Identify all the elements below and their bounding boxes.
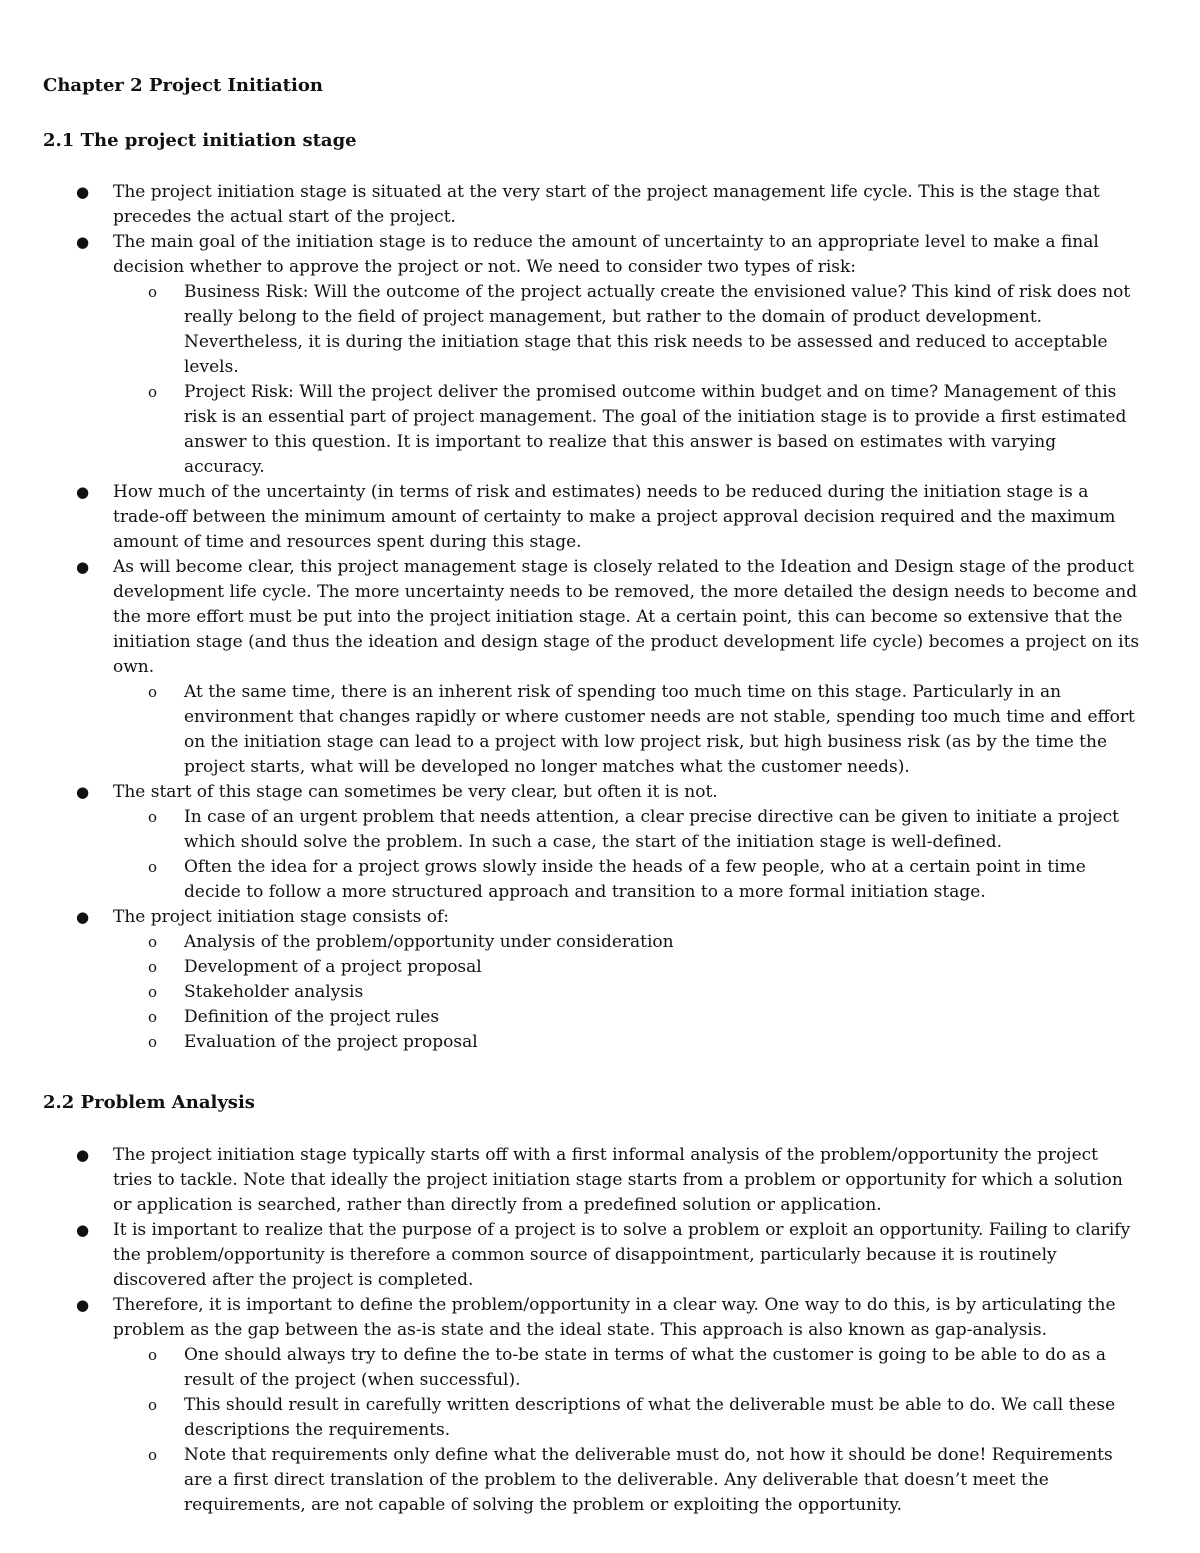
bullet-dot-icon: ● xyxy=(76,233,90,251)
hollow-circle-bullet-icon: o xyxy=(148,1033,158,1051)
bullet-item: ● The project initiation stage is situated at the very start of the project management life cycle. This is the stage that precedes the actual start of the project. xyxy=(76,182,1100,227)
bullet-dot-icon: ● xyxy=(76,1221,90,1239)
hollow-circle-bullet-icon: o xyxy=(148,683,158,701)
hollow-circle-bullet-icon: o xyxy=(148,283,158,301)
hollow-circle-bullet-icon: o xyxy=(148,383,158,401)
bullet-item: ● The main goal of the initiation stage is to reduce the amount of uncertainty to an appropriate level to make a final decision whether to approve the project or not. We need to consider two types of risk: xyxy=(76,232,1099,277)
hollow-circle-bullet-icon: o xyxy=(148,933,158,951)
bullet-item: ● The project initiation stage consists of: xyxy=(0,905,1200,930)
sub-bullet-item: o In case of an urgent problem that needs attention, a clear precise directive can be given to initiate a project which should solve the problem. In such a case, the start of the initiation stage is well-defined. xyxy=(148,807,1119,852)
bullet-dot-icon: ● xyxy=(76,558,90,576)
bullet-item: ● As will become clear, this project management stage is closely related to the Ideation and Design stage of the product development life cycle. The more uncertainty needs to be removed, the more detailed the design needs to become and the more effort must be put into the project initiation stage. At a certain point, this can become so extensive that the initiation stage (and thus the ideation and design stage of the product development life cycle) becomes a project on its own. xyxy=(76,557,1140,677)
sub-bullet-item: o One should always try to define the to-be state in terms of what the customer is going to be able to do as a result of the project (when successful). xyxy=(148,1345,1106,1390)
section-2-2-bullet-list xyxy=(0,1143,1200,1518)
hollow-circle-bullet-icon: o xyxy=(148,1396,158,1414)
hollow-circle-bullet-icon: o xyxy=(148,983,158,1001)
bullet-dot-icon: ● xyxy=(76,783,90,801)
bullet-dot-icon: ● xyxy=(76,483,90,501)
bullet-item: ● How much of the uncertainty (in terms of risk and estimates) needs to be reduced during the initiation stage is a trade-off between the minimum amount of certainty to make a project approval decision required and the maximum amount of time and resources spent during this stage. xyxy=(76,482,1116,552)
hollow-circle-bullet-icon: o xyxy=(148,1446,158,1464)
bullet-dot-icon: ● xyxy=(76,1146,90,1164)
sub-bullet-item: o Note that requirements only define what the deliverable must do, not how it should be done! Requirements are a first direct translation of the problem to the deliverable. Any deliverable that doesn’t meet the requirements, are not capable of solving the problem or exploiting the opportunity. xyxy=(148,1445,1113,1515)
hollow-circle-bullet-icon: o xyxy=(148,1346,158,1364)
section-2-1-bullet-list xyxy=(0,180,1200,1055)
bullet-dot-icon: ● xyxy=(76,908,90,926)
hollow-circle-bullet-icon: o xyxy=(148,958,158,976)
section-heading-2-2: 2.2 Problem Analysis xyxy=(43,1092,255,1113)
sub-bullet-item: o Definition of the project rules xyxy=(0,1005,1200,1030)
sub-bullet-item: o Often the idea for a project grows slowly inside the heads of a few people, who at a certain point in time decide to follow a more structured approach and transition to a more formal initiation stage. xyxy=(148,857,1086,902)
sub-bullet-item: o Business Risk: Will the outcome of the project actually create the envisioned value? This kind of risk does not really belong to the field of project management, but rather to the domain of product development. Nevertheless, it is during the initiation stage that this risk needs to be assessed and reduced to acceptable levels. xyxy=(148,282,1131,377)
sub-bullet-item: o Analysis of the problem/opportunity under consideration xyxy=(0,930,1200,955)
section-heading-2-1: 2.1 The project initiation stage xyxy=(43,130,357,151)
sub-bullet-item: o Development of a project proposal xyxy=(0,955,1200,980)
hollow-circle-bullet-icon: o xyxy=(148,808,158,826)
bullet-item: ● The start of this stage can sometimes be very clear, but often it is not. xyxy=(0,780,1200,805)
hollow-circle-bullet-icon: o xyxy=(148,858,158,876)
bullet-dot-icon: ● xyxy=(76,1296,90,1314)
chapter-title: Chapter 2 Project Initiation xyxy=(43,75,323,96)
bullet-item: ● The project initiation stage typically starts off with a first informal analysis of the problem/opportunity the project tries to tackle. Note that ideally the project initiation stage starts from a problem or opportunity for which a solution or application is searched, rather than directly from a predefined solution or application. xyxy=(76,1145,1123,1215)
bullet-item: ● It is important to realize that the purpose of a project is to solve a problem or exploit an opportunity. Failing to clarify the problem/opportunity is therefore a common source of disappointment, particularly because it is routinely discovered after the project is completed. xyxy=(76,1220,1131,1290)
sub-bullet-item: o This should result in carefully written descriptions of what the deliverable must be able to do. We call these descriptions the requirements. xyxy=(148,1395,1116,1440)
sub-bullet-item: o Stakeholder analysis xyxy=(0,980,1200,1005)
sub-bullet-item: o Evaluation of the project proposal xyxy=(0,1030,1200,1055)
sub-bullet-item: o Project Risk: Will the project deliver the promised outcome within budget and on time? Management of this risk is an essential part of project management. The goal of the initiation stage is to provide a first estimated answer to this question. It is important to realize that this answer is based on estimates with varying accuracy. xyxy=(148,382,1127,477)
bullet-dot-icon: ● xyxy=(76,183,90,201)
bullet-item: ● Therefore, it is important to define the problem/opportunity in a clear way. One way to do this, is by articulating the problem as the gap between the as-is state and the ideal state. This approach is also known as gap-analysis. xyxy=(76,1295,1116,1340)
sub-bullet-item: o At the same time, there is an inherent risk of spending too much time on this stage. Particularly in an environment that changes rapidly or where customer needs are not stable, spending too much time and effort on the initiation stage can lead to a project with low project risk, but high business risk (as by the time the project starts, what will be developed no longer matches what the customer needs). xyxy=(148,682,1135,777)
hollow-circle-bullet-icon: o xyxy=(148,1008,158,1026)
